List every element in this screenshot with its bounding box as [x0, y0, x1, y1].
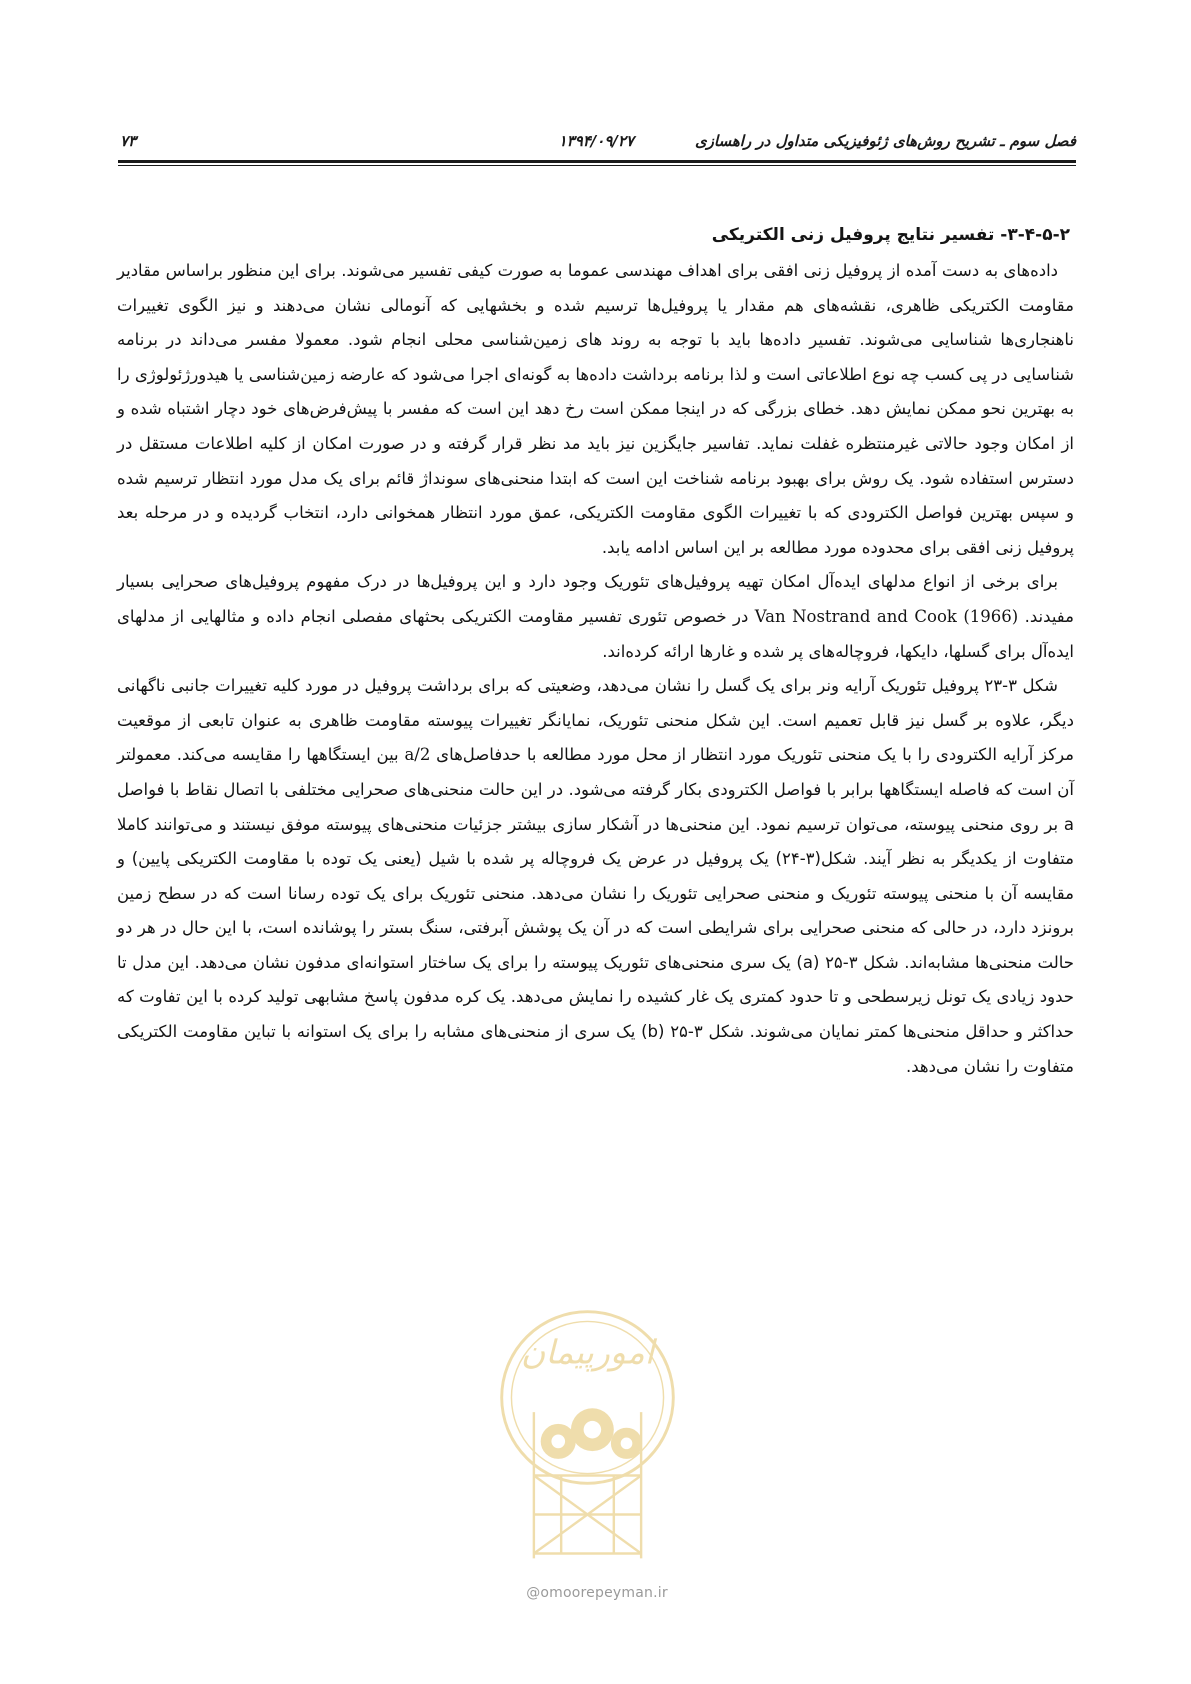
paragraph-ideal-models	[117, 565, 1074, 669]
paragraph-ideal-models-text-1: برای برخی از انواع مدلهای ایده‌آل امکان تهیه پروفیل‌های تئوریک وجود دارد و این پروفیل‌ها در درک مفهوم پروفیل‌های صحرایی بسیار مفیدند.	[117, 572, 1074, 626]
header-rule-thick	[118, 160, 1076, 163]
watermark-logo	[490, 1295, 685, 1578]
paragraph-wenner-profile	[117, 669, 1074, 1084]
watermark-logo-text: امورپیمان	[521, 1332, 654, 1372]
watermark-site: @omoorepeyman.ir	[526, 1585, 668, 1601]
citation: Van Nostrand and Cook (1966)	[754, 606, 1019, 626]
page-header	[118, 128, 1076, 160]
paragraph-wenner-text-2: بین ایستگاهها را مقایسه می‌کند. معمولتر آن است که فاصله ایستگاهها برابر با فواصل الکترودی بکار گرفته می‌شود. در این حالت منحنی‌های صحرایی مختلفی با اتصال نقاط با فواصل a بر روی منحنی پیوسته، می‌توان ترسیم نمود. این منحنی‌ها در آشکار سازی بیشتر جزئیات منحنی‌های پیوسته موفق نیستند و می‌توانند کاملا متفاوت از یکدیگر به نظر آیند. شکل(۳-۲۴) یک پروفیل در عرض یک فروچاله پر شده با شیل (یعنی یک توده با مقاومت الکتریکی پایین) و مقایسه آن با منحنی پیوسته تئوریک و منحنی صحرایی تئوریک را نشان می‌دهد. منحنی تئوریک برای یک توده رسانا است که در سطح زمین برونزد دارد، در حالی که منحنی صحرایی برای شرایطی است که در آن یک پوشش آبرفتی، سنگ بستر را پوشانده است، با این حال در هر دو حالت منحنی‌ها مشابه‌اند. شکل ۳-۲۵ (a) یک سری منحنی‌های تئوریک پیوسته را برای یک ساختار استوانه‌ای مدفون نشان می‌دهد. این مدل تا حدود زیادی یک تونل زیرسطحی و تا حدود کمتری یک غار کشیده را نمایش می‌دهد. یک کره مدفون پاسخ مشابهی تولید کرده با این تفاوت که حداکثر و حداقل منحنی‌ها کمتر نمایان می‌شوند. شکل ۳-۲۵ (b) یک سری از منحنی‌های مشابه را برای یک استوانه با تباین مقاومت الکتریکی متفاوت را نشان می‌دهد.	[117, 745, 1075, 1076]
formula: a/2	[404, 745, 431, 765]
header-date: ۱۳۹۴/۰۹/۲۷	[558, 132, 634, 150]
document-body	[117, 218, 1074, 1084]
page-number: ۷۳	[120, 132, 137, 150]
section-heading: ۳-۴-۵-۲- تفسیر نتایج پروفیل زنی الکتریکی	[711, 225, 1070, 245]
paragraph-ideal-models-text-2: در خصوص تئوری تفسیر مقاومت الکتریکی بحثهای مفصلی انجام داده و مثالهایی از مدلهای ایده‌آل برای گسلها، دایکها، فروچاله‌های پر شده و غارها ارائه کرده‌اند.	[117, 606, 1074, 661]
paragraph-interpretation: داده‌های به دست آمده از پروفیل زنی افقی برای اهداف مهندسی عموما به صورت کیفی تفسیر می‌شوند. برای این منظور براساس مقادیر مقاومت الکتریکی ظاهری، نقشه‌های هم مقدار یا پروفیل‌ها ترسیم شده و بخشهایی که آنومالی نشان می‌دهند و نیز الگوی تغییرات ناهنجاری‌ها شناسایی می‌شوند. تفسیر داده‌ها باید با توجه به روند های زمین‌شناسی محلی انجام شود. معمولا مفسر می‌داند در برنامه شناسایی در پی کسب چه نوع اطلاعاتی است و لذا برنامه برداشت داده‌ها به گونه‌ای اجرا می‌شود که عارضه زمین‌شناسی یا هیدورژئولوژی را به بهترین نحو ممکن نمایش دهد. خطای بزرگی که در اینجا ممکن است رخ دهد این است که مفسر با پیش‌فرض‌های خود دچار اشتباه شده و از امکان وجود حالاتی غیرمنتظره غفلت نماید. تفاسیر جایگزین نیز باید مد نظر قرار گرفته و در صورت امکان از کلیه اطلاعات مستقل در دسترس استفاده شود. یک روش برای بهبود برنامه شناخت این است که ابتدا منحنی‌های سونداژ قائم برای یک مدل مورد انتظار ترسیم شده و سپس بهترین فواصل الکترودی که با تغییرات الگوی مقاومت الکتریکی، عمق مورد انتظار همخوانی دارد، انتخاب گردیده و در مرحله بعد پروفیل زنی افقی برای محدوده مورد مطالعه بر این اساس ادامه یابد.	[117, 261, 1074, 557]
header-rule-thin	[118, 165, 1076, 166]
chapter-title: فصل سوم ـ تشریح روش‌های ژئوفیزیکی متداول در راهسازی	[694, 132, 1076, 150]
paragraph-wenner-text-1: شکل ۳-۲۳ پروفیل تئوریک آرایه ونر برای یک گسل را نشان می‌دهد، وضعیتی که برای برداشت پروفیل در مورد کلیه تغییرات جانبی ناگهانی دیگر، علاوه بر گسل نیز قابل تعمیم است. این شکل منحنی تئوریک، نمایانگر تغییرات پیوسته مقاومت ظاهری به عنوان تابعی از موقعیت مرکز آرایه الکترودی را با یک منحنی تئوریک مورد انتظار از محل مورد مطالعه با حدفاصل‌های	[117, 676, 1075, 765]
